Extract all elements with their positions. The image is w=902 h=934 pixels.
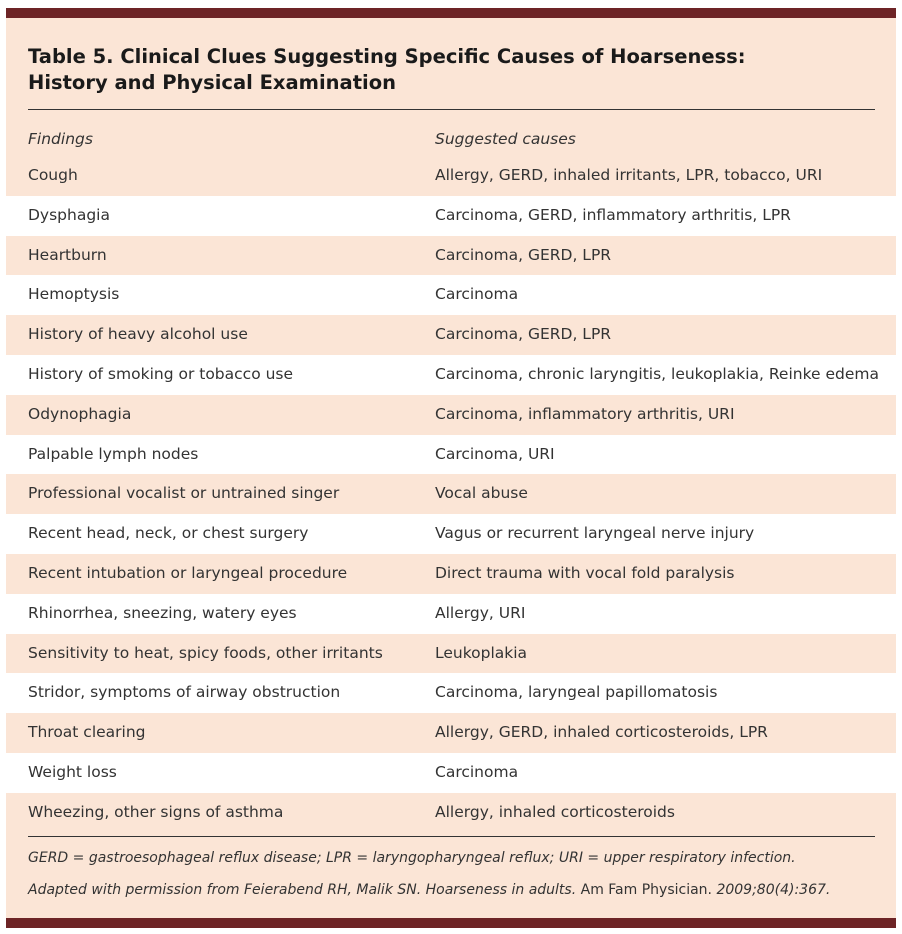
table-row [6,156,896,196]
finding-cell: Sensitivity to heat, spicy foods, other irritants [28,643,383,662]
footnote-citation: 2009;80(4):367. [716,882,831,898]
finding-cell: Recent intubation or laryngeal procedure [28,563,348,582]
table-frame [6,8,896,928]
finding-cell: History of smoking or tobacco use [28,364,294,383]
finding-cell: History of heavy alcohol use [28,325,248,344]
finding-cell: Recent head, neck, or chest surgery [28,524,309,543]
causes-cell: Carcinoma [435,285,519,304]
causes-cell: Allergy, GERD, inhaled corticosteroids, LPR [435,723,768,742]
finding-cell: Weight loss [28,762,117,781]
table-row [6,474,896,514]
causes-cell: Allergy, GERD, inhaled irritants, LPR, tobacco, URI [435,166,823,184]
footer-divider [28,836,875,837]
footnote-journal: Am Fam Physician. [580,882,712,898]
title-area [6,18,896,170]
table-row [6,315,896,355]
table-row [6,355,896,395]
footnote-source [28,882,830,898]
title-divider [28,109,875,110]
finding-cell: Cough [28,166,78,184]
causes-cell: Carcinoma, GERD, LPR [435,245,612,264]
causes-cell: Carcinoma [435,762,519,781]
table-row [6,554,896,594]
table-body [6,156,896,833]
table-row [6,753,896,793]
causes-cell: Carcinoma, inflammatory arthritis, URI [435,404,735,423]
causes-cell: Vocal abuse [435,484,528,503]
table-title-line2: History and Physical Examination [28,71,396,94]
finding-cell: Heartburn [28,245,107,264]
causes-cell: Allergy, URI [435,603,526,622]
bottom-accent-bar [6,918,896,928]
table-row [6,395,896,435]
table-title [28,44,878,96]
causes-cell: Leukoplakia [435,643,528,662]
finding-cell: Palpable lymph nodes [28,444,199,463]
table-row [6,275,896,315]
finding-cell: Rhinorrhea, sneezing, watery eyes [28,603,297,622]
table-title-line1: Table 5. Clinical Clues Suggesting Specific Causes of Hoarseness: [28,45,746,68]
finding-cell: Throat clearing [28,723,146,742]
footnote-source-text: Adapted with permission from Feierabend RH, Malik SN. Hoarseness in adults. [28,882,577,898]
causes-cell: Carcinoma, chronic laryngitis, leukoplakia, Reinke edema [435,364,879,383]
causes-cell: Carcinoma, URI [435,444,555,463]
footnote-abbreviations: GERD = gastroesophageal reflux disease; LPR = laryngopharyngeal reflux; URI = upper respiratory infection. [28,850,796,866]
table-row [6,236,896,276]
table-row [6,514,896,554]
table-row [6,713,896,753]
column-headers [28,130,875,158]
footnote-area [6,832,896,918]
table-row [6,196,896,236]
table-row [6,634,896,674]
causes-cell: Allergy, inhaled corticosteroids [435,802,675,821]
header-findings: Findings [28,130,93,148]
causes-cell: Direct trauma with vocal fold paralysis [435,563,735,582]
finding-cell: Wheezing, other signs of asthma [28,802,284,821]
table-row [6,594,896,634]
finding-cell: Dysphagia [28,205,110,224]
finding-cell: Odynophagia [28,404,132,423]
header-suggested-causes: Suggested causes [435,130,576,148]
finding-cell: Hemoptysis [28,285,120,304]
causes-cell: Carcinoma, GERD, LPR [435,325,612,344]
causes-cell: Carcinoma, GERD, inflammatory arthritis, LPR [435,205,791,224]
table-row [6,673,896,713]
finding-cell: Stridor, symptoms of airway obstruction [28,683,341,702]
causes-cell: Vagus or recurrent laryngeal nerve injury [435,524,755,543]
top-accent-bar [6,8,896,18]
table-row [6,793,896,833]
causes-cell: Carcinoma, laryngeal papillomatosis [435,683,718,702]
finding-cell: Professional vocalist or untrained singer [28,484,340,503]
table-row [6,435,896,475]
